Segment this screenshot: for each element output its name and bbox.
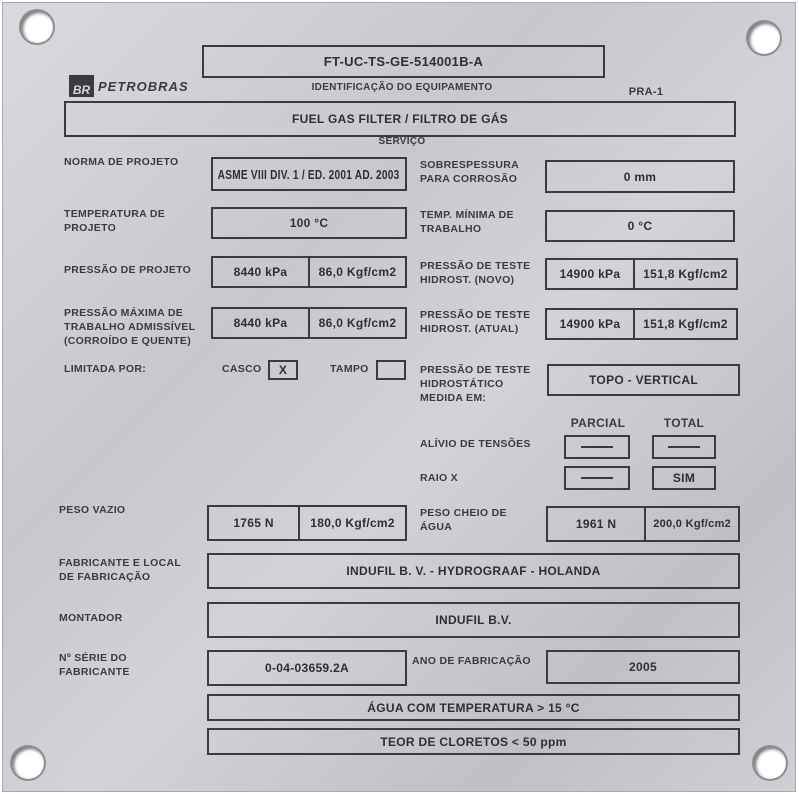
peso-cheio-kgf: 200,0 Kgf/cm2 (644, 508, 738, 540)
sobrespessura-value: 0 mm (623, 169, 657, 184)
note-chloride: TEOR DE CLORETOS < 50 ppm (380, 734, 567, 749)
tampo-label: TAMPO (330, 363, 369, 375)
pressao-projeto-box (211, 256, 407, 288)
dash-mark (668, 446, 700, 448)
ano-label: ANO DE FABRICAÇÃO (412, 655, 531, 667)
temp-minima-value: 0 °C (627, 219, 653, 233)
peso-vazio-box (207, 505, 407, 541)
logo-name: PETROBRAS (98, 78, 189, 94)
medida-value: TOPO - VERTICAL (589, 373, 698, 387)
service-box (64, 101, 736, 137)
teste-novo-box (545, 258, 738, 290)
peso-vazio-n: 1765 N (233, 516, 274, 530)
alivio-label: ALÍVIO DE TENSÕES (420, 438, 531, 450)
service-value: FUEL GAS FILTER / FILTRO DE GÁS (292, 112, 508, 126)
peso-vazio-label: PESO VAZIO (59, 504, 126, 516)
serie-label: Nº SÉRIE DO FABRICANTE (59, 652, 130, 678)
peso-cheio-label: PESO CHEIO DE ÁGUA (420, 507, 507, 533)
pmta-box (211, 307, 407, 339)
mounting-hole-bottom-left (12, 747, 44, 779)
serie-box (207, 650, 407, 686)
teste-atual-kpa: 14900 kPa (559, 317, 621, 331)
pmta-kgf: 86,0 Kgf/cm2 (308, 309, 405, 337)
note-water-temp-box (207, 694, 740, 721)
medida-box (547, 364, 740, 396)
tag-number-box (202, 45, 605, 78)
alivio-parcial-box (564, 435, 630, 459)
casco-mark: X (278, 363, 288, 377)
montador-value: INDUFIL B.V. (435, 613, 512, 627)
norma-box (211, 157, 407, 191)
mounting-hole-top-right (748, 22, 780, 54)
br-logo-mark: BR (69, 75, 94, 97)
peso-cheio-n: 1961 N (575, 517, 617, 531)
peso-cheio-box (546, 506, 740, 542)
teste-novo-kpa: 14900 kPa (559, 267, 621, 281)
nameplate (2, 2, 796, 792)
tag-number: FT-UC-TS-GE-514001B-A (323, 54, 484, 69)
pressao-projeto-kgf: 86,0 Kgf/cm2 (308, 258, 405, 286)
temp-minima-box (545, 210, 735, 242)
casco-label: CASCO (222, 363, 262, 375)
alivio-total-box (652, 435, 716, 459)
tag-caption: IDENTIFICAÇÃO DO EQUIPAMENTO (311, 82, 493, 93)
teste-novo-label: PRESSÃO DE TESTE HIDROST. (NOVO) (420, 260, 531, 286)
ano-box (546, 650, 740, 684)
note-water-temp: ÁGUA COM TEMPERATURA > 15 °C (367, 700, 580, 715)
item-code: PRA-1 (628, 86, 664, 98)
total-header: TOTAL (663, 416, 705, 430)
teste-atual-box (545, 308, 738, 340)
mounting-hole-bottom-right (754, 747, 786, 779)
limitada-label: LIMITADA POR: (64, 363, 147, 375)
tampo-checkbox (376, 360, 406, 380)
raiox-label: RAIO X (420, 472, 458, 484)
pressao-projeto-label: PRESSÃO DE PROJETO (64, 264, 192, 276)
fabricante-label: FABRICANTE E LOCAL DE FABRICAÇÃO (59, 557, 182, 583)
peso-vazio-kgf: 180,0 Kgf/cm2 (298, 507, 405, 539)
montador-label: MONTADOR (59, 612, 123, 624)
mounting-hole-top-left (21, 11, 53, 43)
fabricante-box (207, 553, 740, 589)
temp-projeto-value: 100 °C (289, 216, 329, 230)
casco-checkbox (268, 360, 298, 380)
ano-value: 2005 (629, 660, 657, 674)
dash-mark (581, 477, 613, 479)
fabricante-value: INDUFIL B. V. - HYDROGRAAF - HOLANDA (346, 564, 601, 578)
service-caption: SERVIÇO (378, 136, 426, 147)
raiox-total-value: SIM (672, 471, 696, 485)
pmta-label: PRESSÃO MÁXIMA DE TRABALHO ADMISSÍVEL (CORROÍDO E QUENTE) (64, 307, 196, 347)
pressao-projeto-kpa: 8440 kPa (233, 265, 288, 279)
dash-mark (581, 446, 613, 448)
raiox-total-box (652, 466, 716, 490)
medida-label: PRESSÃO DE TESTE HIDROSTÁTICO MEDIDA EM: (420, 364, 531, 404)
serie-value: 0-04-03659.2A (265, 661, 349, 675)
teste-atual-kgf: 151,8 Kgf/cm2 (633, 310, 736, 338)
pmta-kpa: 8440 kPa (233, 316, 288, 330)
temp-minima-label: TEMP. MÍNIMA DE TRABALHO (420, 209, 514, 235)
norma-value: ASME VIII DIV. 1 / ED. 2001 AD. 2003 (218, 166, 400, 182)
teste-novo-kgf: 151,8 Kgf/cm2 (633, 260, 736, 288)
teste-atual-label: PRESSÃO DE TESTE HIDROST. (ATUAL) (420, 309, 531, 335)
sobrespessura-box (545, 160, 735, 193)
temp-projeto-box (211, 207, 407, 239)
raiox-parcial-box (564, 466, 630, 490)
norma-label: NORMA DE PROJETO (64, 156, 179, 168)
note-chloride-box (207, 728, 740, 755)
parcial-header: PARCIAL (570, 416, 626, 430)
petrobras-logo (69, 75, 189, 97)
montador-box (207, 602, 740, 638)
temp-projeto-label: TEMPERATURA DE PROJETO (64, 208, 166, 234)
sobrespessura-label: SOBRESPESSURA PARA CORROSÃO (420, 159, 520, 185)
